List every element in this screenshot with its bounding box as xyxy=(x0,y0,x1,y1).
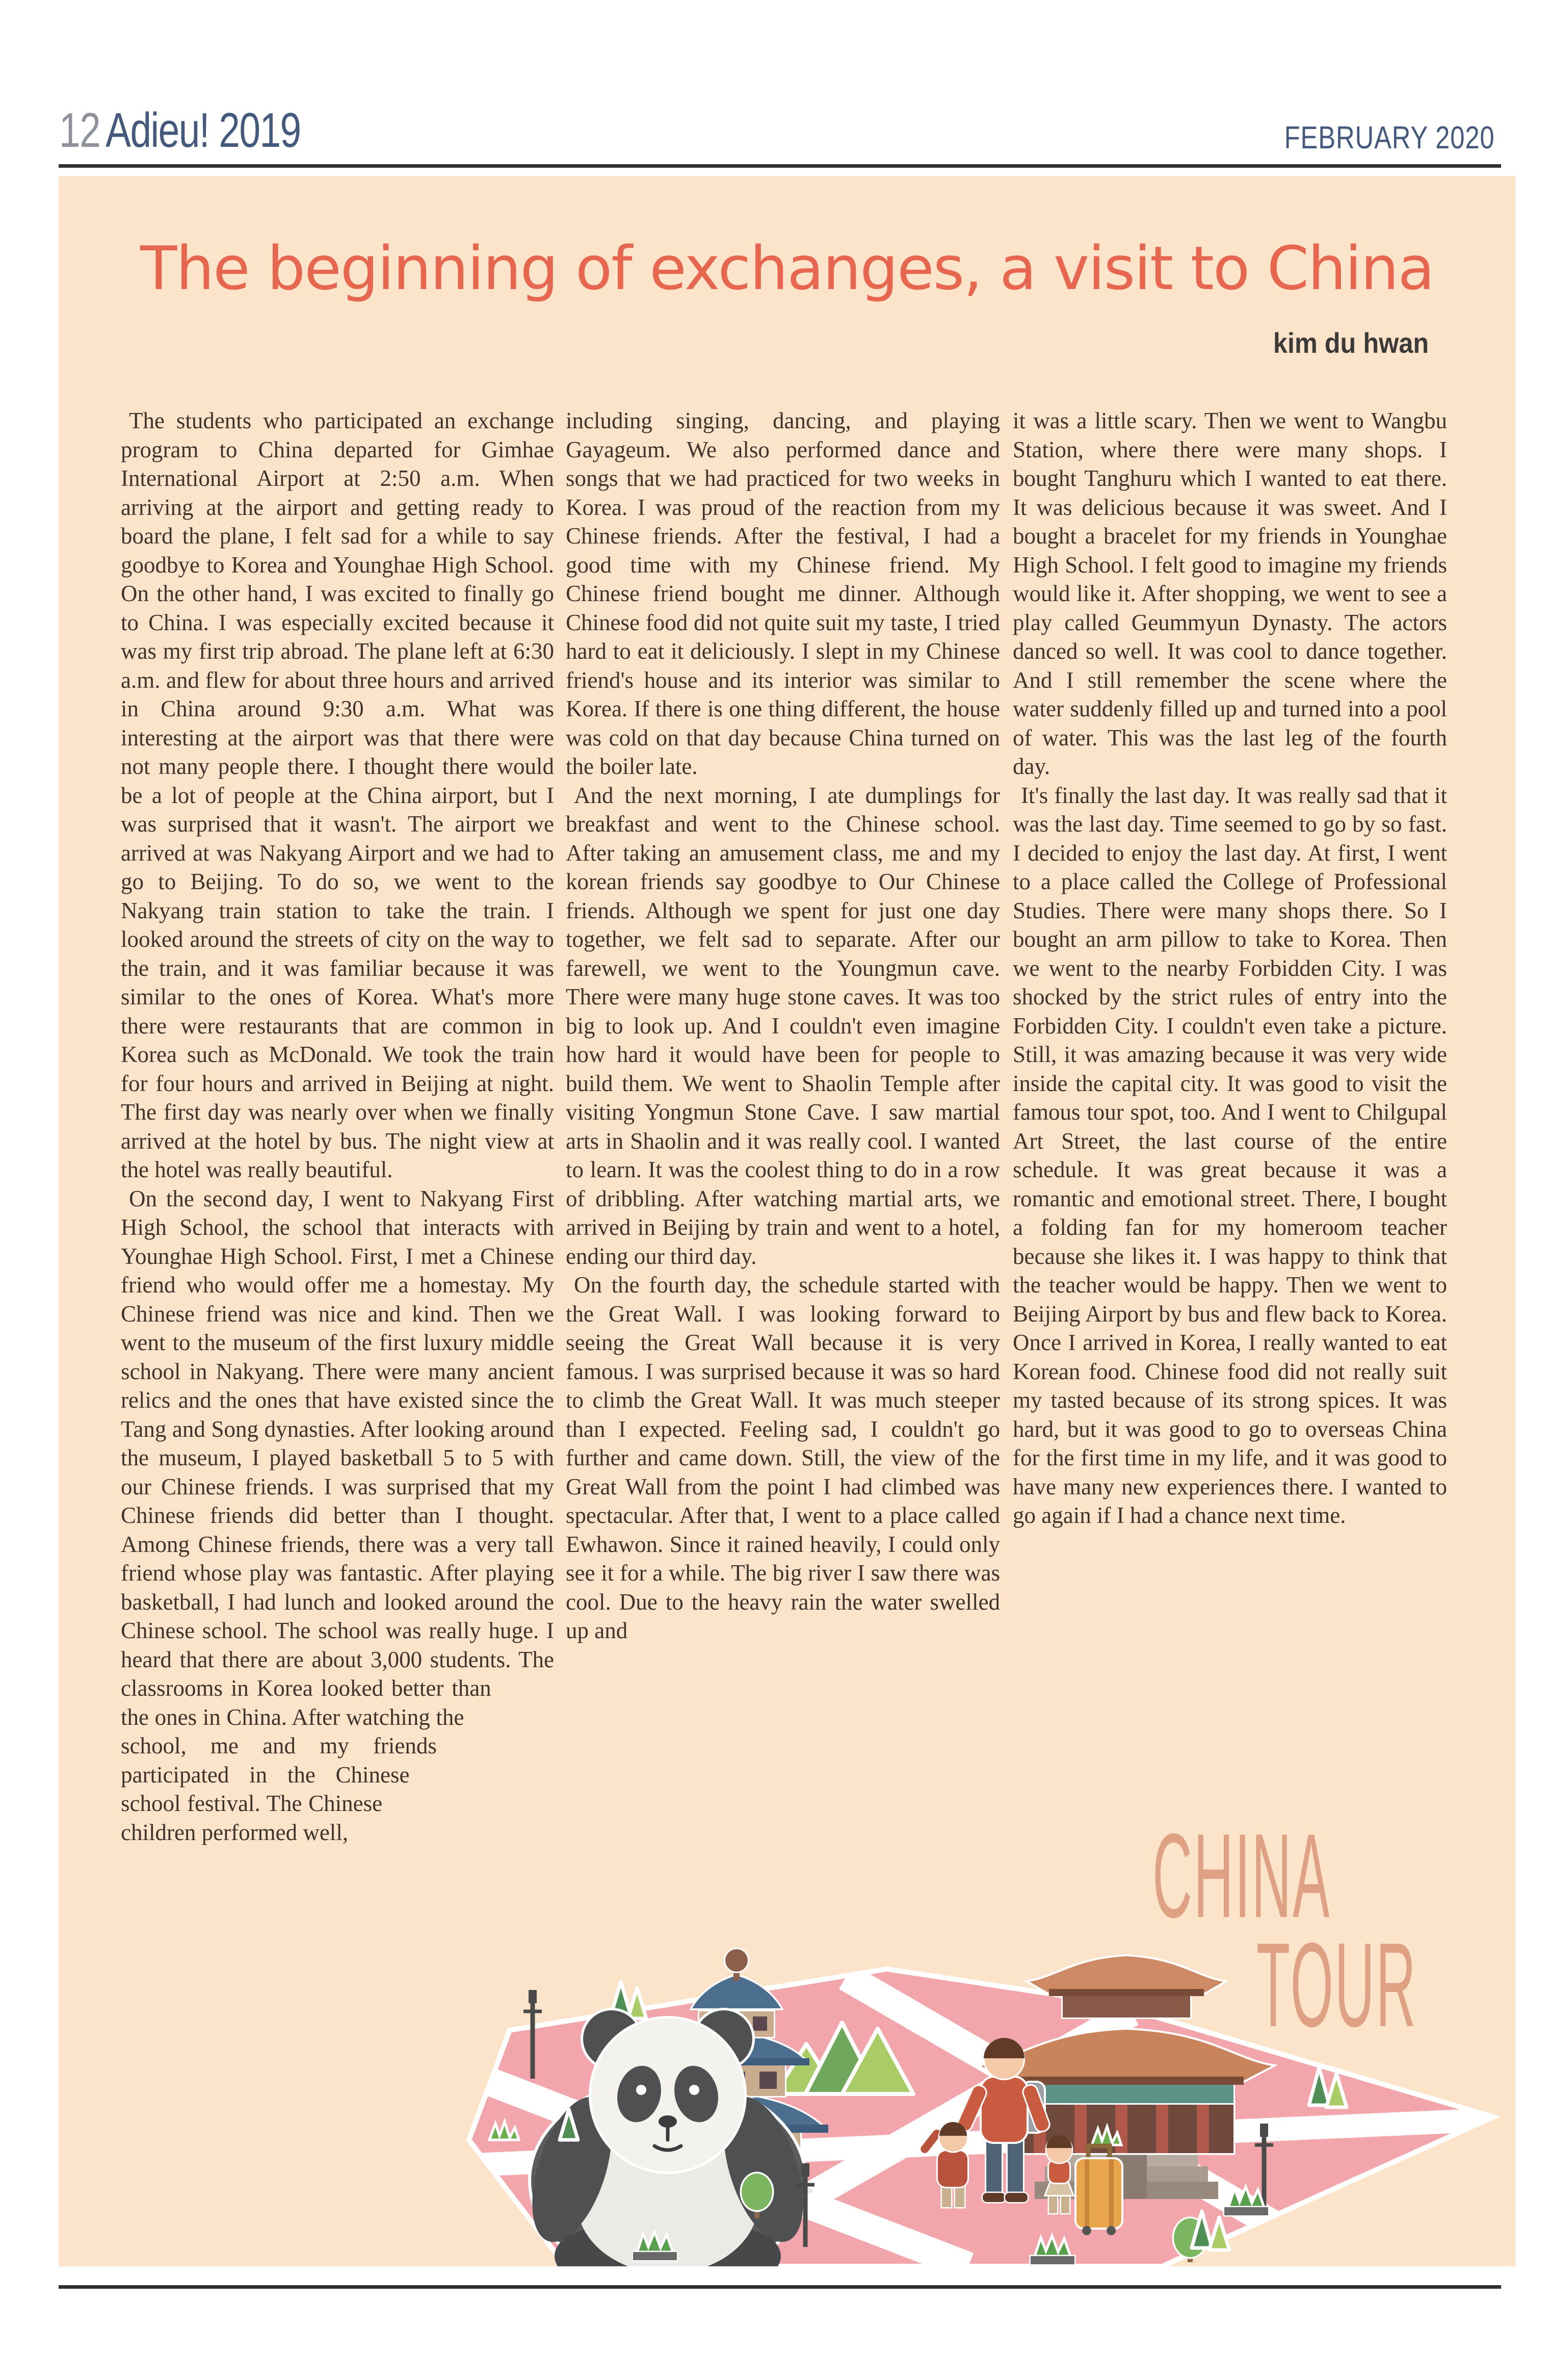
paragraph xyxy=(121,1184,554,1847)
suitcase-icon xyxy=(1076,2146,1121,2235)
page-number: 12 xyxy=(59,103,100,158)
publication-brand: Adieu! 2019 xyxy=(106,103,301,158)
feature-panel xyxy=(59,176,1515,2266)
paragraph: including singing, dancing, and playing Gayageum. We also performed dance and songs that we had practiced for two weeks in Korea. I was proud of the reaction from my Chinese friends. After the festival, I had a good time with my Chinese friend. My Chinese friend bought me dinner. Although Chinese food did not quite suit my taste, I tried hard to eat it deliciously. I slept in my Chinese friend's house and its interior was similar to Korea. If there is one thing different, the house was cold on that day because China turned on the boiler late. xyxy=(566,408,1000,779)
article-byline: kim du hwan xyxy=(1273,327,1429,359)
china-tour-label-line1: CHINA xyxy=(1152,1808,1331,1943)
article-column-2 xyxy=(566,406,1000,1900)
issue-date: FEBRUARY 2020 xyxy=(1284,120,1495,156)
paragraph: On the fourth day, the schedule started with the Great Wall. I was looking forward to seeing the Great Wall because it is very famous. I was surprised because it was so hard to climb the Great Wall. It was much steeper than I expected. Feeling sad, I couldn't go further and came down. Still, the view of the Great Wall from the point I had climbed was spectacular. After that, I went to a place called Ewhawon. Since it rained heavily, I could only see it for a while. The big river I saw there was cool. Due to the heavy rain the water swelled up and xyxy=(566,1272,1000,1643)
paragraph: And the next morning, I ate dumplings for breakfast and went to the Chinese school. After taking an amusement class, me and my korean friends say goodbye to Our Chinese friends. Although we spent for just one day together, we felt sad to separate. After our farewell, we went to the Youngmun cave. There were many huge stone caves. It was too big to look up. And I couldn't even imagine how hard it would have been for people to build them. We went to Shaolin Temple after visiting Yongmun Stone Cave. I saw martial arts in Shaolin and it was really cool. I wanted to learn. It was the coolest thing to do in a row of dribbling. After watching martial arts, we arrived in Beijing by train and went to a hotel, ending our third day. xyxy=(566,782,1000,1269)
masthead xyxy=(59,103,301,158)
bottom-divider xyxy=(59,2285,1501,2289)
article-title: The beginning of exchanges, a visit to China xyxy=(140,233,1434,303)
paragraph: The students who participated an exchange program to China departed for Gimhae International Airport at 2:50 a.m. When arriving at the airport and getting ready to board the plane, I felt sad for a while to say goodbye to Korea and Younghae High School. On the other hand, I was excited to finally go to China. I was especially excited because it was my first trip abroad. The plane left at 6:30 a.m. and flew for about three hours and arrived in China around 9:30 a.m. What was interesting at the airport was that there were not many people there. I thought there would be a lot of people at the China airport, but I was surprised that it wasn't. The airport we arrived at was Nakyang Airport and we had to go to Beijing. To do so, we went to the Nakyang train station to take the train. I looked around the streets of city on the way to the train, and it was familiar because it was similar to the ones of Korea. What's more there were restaurants that are common in Korea such as McDonald. We took the train for four hours and arrived in Beijing at night. The first day was nearly over when we finally arrived at the hotel by bus. The night view at the hotel was really beautiful. xyxy=(121,408,554,1182)
china-tour-illustration xyxy=(449,1854,1519,2266)
paragraph-text: On the second day, I went to Nakyang First High School, the school that interacts with Younghae High School. First, I met a Chinese friend who would offer me a homestay. My Chinese friend was nice and kind. Then we went to the museum of the first luxury middle school in Nakyang. There were many ancient relics and the ones that have existed since the Tang and Song dynasties. After looking around the museum, I played basketball 5 to 5 with our Chinese friends. I was surprised that my Chinese friends did better than I thought. Among Chinese friends, there was a very tall friend whose play was fantastic. After playing basketball, I had lunch and looked around the Chinese school. The school was really huge. I heard that there xyxy=(121,1185,554,1672)
paragraph-text: are about 3,000 students. The classrooms in Korea looked better than the ones in China. After watching the school, me and my friends participated in the Chinese school festival. The Chinese children performed well, xyxy=(121,1646,554,1845)
paragraph: It's finally the last day. It was really sad that it was the last day. Time seemed to go by so fast. I decided to enjoy the last day. At first, I went to a place called the College of Professional Studies. There were many shops there. So I bought an arm pillow to take to Korea. Then we went to the nearby Forbidden City. I was shocked by the strict rules of entry into the Forbidden City. I couldn't even take a picture. Still, it was amazing because it was very wide inside the capital city. It was good to visit the famous tour spot, too. And I went to Chilgupal Art Street, the last course of the entire schedule. It was great because it was a romantic and emotional street. There, I bought a folding fan for my homeroom teacher because she likes it. I was happy to think that the teacher would be happy. Then we went to Beijing Airport by bus and flew back to Korea. Once I arrived in Korea, I really wanted to eat Korean food. Chinese food did not really suit my tasted because of its strong spices. It was hard, but it was good to go to overseas China for the first time in my life, and it was good to have many new experiences there. I wanted to go again if I had a chance next time. xyxy=(1013,782,1447,1528)
paragraph: it was a little scary. Then we went to Wangbu Station, where there were many shops. I bought Tanghuru which I wanted to eat there. It was delicious because it was sweet. And I bought a bracelet for my friends in Younghae High School. I felt good to imagine my friends would like it. After shopping, we went to see a play called Geummyun Dynasty. The actors danced so well. It was cool to dance together. And I still remember the scene where the water suddenly filled up and turned into a pool of water. This was the last leg of the fourth day. xyxy=(1013,408,1447,779)
article-column-3 xyxy=(1013,406,1447,1829)
top-divider xyxy=(59,164,1501,168)
china-tour-label-line2: TOUR xyxy=(1256,1918,1417,2052)
